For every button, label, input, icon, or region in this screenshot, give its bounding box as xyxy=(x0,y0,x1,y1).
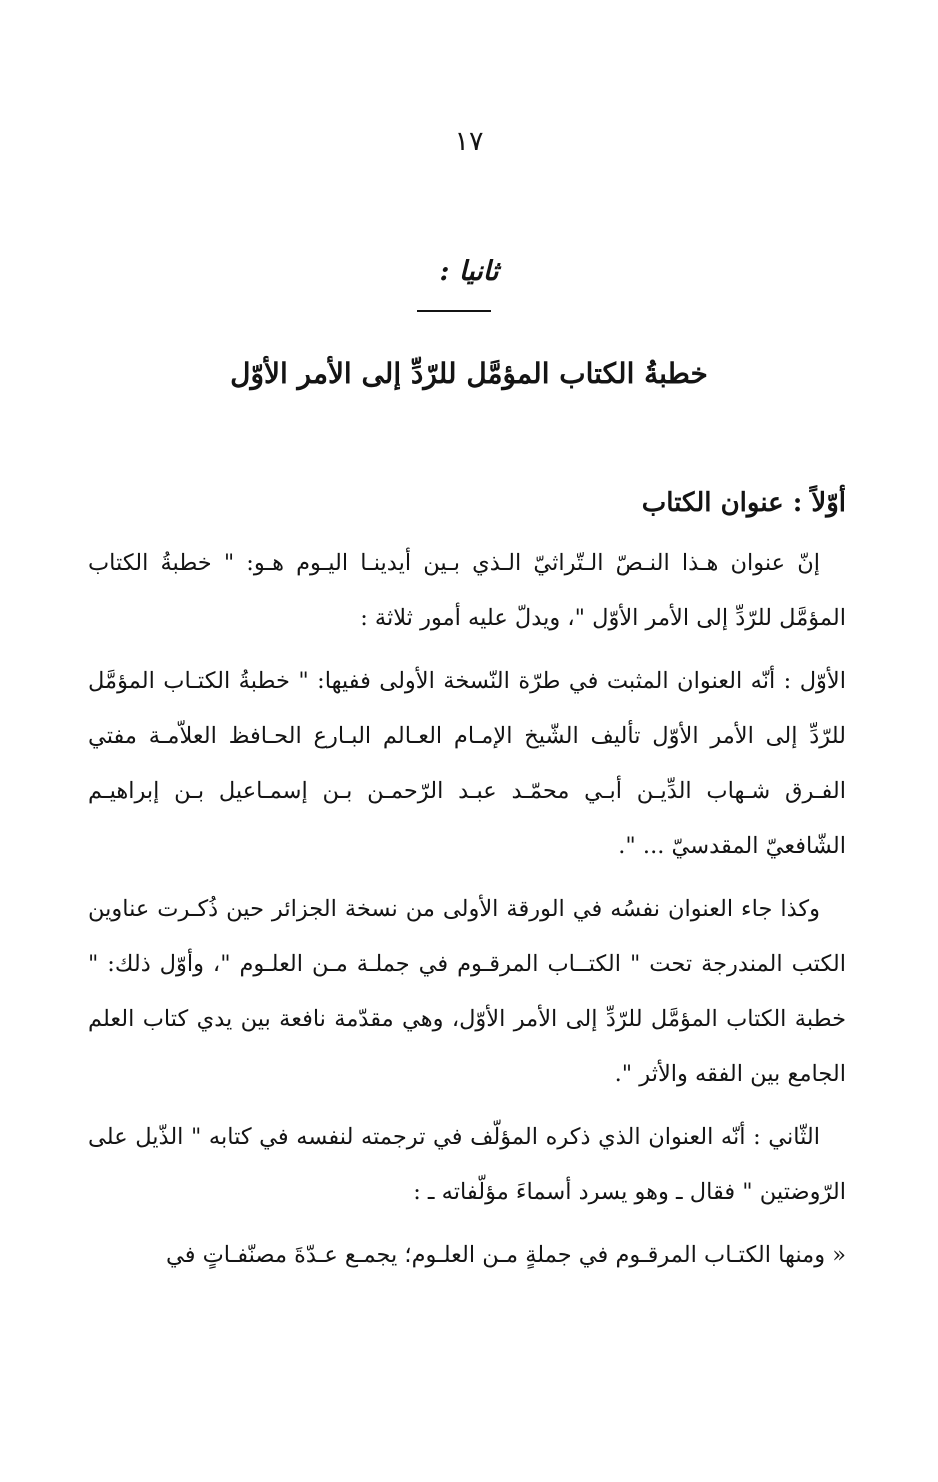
section-marker-rule xyxy=(417,310,491,312)
page-number: ١٧ xyxy=(454,126,484,157)
paragraph: « ومنها الكتـاب المرقـوم في جملةٍ مـن العلـوم؛ يجمـع عـدّةَ مصنّفـاتٍ في xyxy=(165,1242,846,1268)
subheading: أوّلاً : عنوان الكتاب xyxy=(641,488,846,518)
chapter-title: خطبةُ الكتاب المؤمَّل للرّدِّ إلى الأمر الأوّل xyxy=(230,357,708,390)
paragraph: الأوّل : أنّه العنوان المثبت في طرّة النّسخة الأولى ففيها: " خطبةُ الكتـاب المؤمَّل للرّدِّ إلى الأمر الأوّل تأليف الشّيخ الإمـام العـالم البـارع الحـافظ العلاّمـة مفتي الفـرق شـهاب الدِّيـن أبـي محمّـد عبـد الرّحمـن بـن إسمـاعيل بـن إبراهيـم الشّافعيّ المقدسيّ ... ". xyxy=(88,668,846,859)
paragraph: إنّ عنوان هـذا النـصّ الـتّراثيّ الـذي بـين أيدينـا اليـوم هـو: " خطبةُ الكتاب المؤمَّل للرّدِّ إلى الأمر الأوّل "، ويدلّ عليه أمور ثلاثة : xyxy=(88,550,846,631)
paragraph: الثّاني : أنّه العنوان الذي ذكره المؤلّف في ترجمته لنفسه في كتابه " الذّيل على الرّوضتين " فقال ـ وهو يسرد أسماءَ مؤلّفاته ـ : xyxy=(88,1124,846,1205)
section-marker: ثانيا : xyxy=(439,256,499,287)
paragraph: وكذا جاء العنوان نفسُه في الورقة الأولى من نسخة الجزائر حين ذُكـرت عناوين الكتب المندرجة تحت " الكتــاب المرقـوم في جملـة مـن العلـوم "، وأوّل ذلك: " خطبة الكتاب المؤمَّل للرّدِّ إلى الأمر الأوّل، وهي مقدّمة نافعة بين يدي كتاب العلم الجامع بين الفقه والأثر ". xyxy=(88,896,846,1087)
main-text xyxy=(88,478,846,1291)
